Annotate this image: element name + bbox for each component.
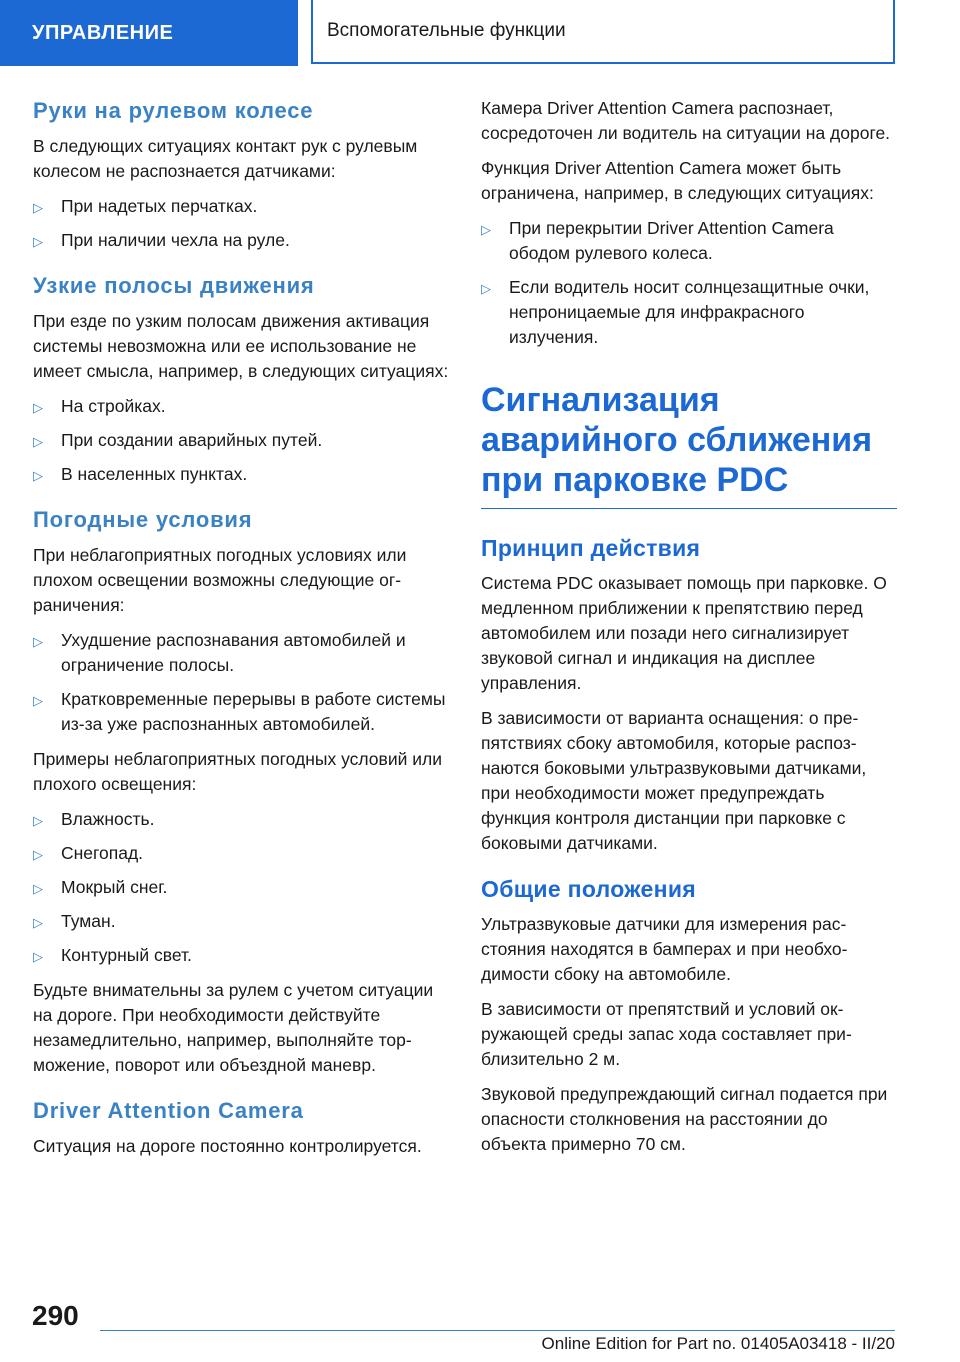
section-title: Погодные условия — [33, 507, 253, 532]
paragraph: Камера Driver Attention Camera распознает, сосредоточен ли водитель на ситуации на дороге. — [481, 98, 891, 143]
section-title: Общие положения — [481, 876, 696, 902]
paragraph: Примеры неблагоприятных погодных условий или плохого освещения: — [33, 749, 443, 794]
list-item: ▷ На стройках. — [33, 394, 449, 419]
triangle-bullet-icon: ▷ — [33, 468, 43, 483]
subchapter-header — [311, 0, 895, 64]
bullet-list — [33, 628, 449, 737]
list-item: ▷ Влажность. — [33, 807, 449, 832]
page-number: 290 — [32, 1300, 79, 1331]
section-title: Driver Attention Camera — [33, 1098, 304, 1123]
triangle-bullet-icon: ▷ — [33, 200, 43, 215]
list-item: ▷ Контурный свет. — [33, 943, 449, 968]
section-driver-camera — [33, 1096, 449, 1159]
triangle-bullet-icon: ▷ — [33, 434, 43, 449]
paragraph: В следующих ситуациях контакт рук с рулевым колесом не распознается датчиками: — [33, 136, 418, 181]
triangle-bullet-icon: ▷ — [33, 847, 43, 862]
paragraph: Система PDC оказывает помощь при парковке. О медленном приближении к препятствию перед автомобилем или позади него сигнализирует звуковой сигнал и индикация на дисплее управления. — [481, 573, 887, 693]
paragraph: В зависимости от варианта оснащения: о препятствиях сбоку автомобиля, которые распознаются боковыми ультразвуковыми датчиками, при необходимости может предупреждать функция контроля дистанции при парковке с боковыми датчиками. — [481, 708, 867, 853]
list-item: ▷ Если водитель носит солнцезащитные очки, непроницаемые для инфракрасного излучения. — [481, 277, 870, 347]
list-item: ▷ Туман. — [33, 909, 449, 934]
triangle-bullet-icon: ▷ — [481, 281, 491, 296]
triangle-bullet-icon: ▷ — [481, 222, 491, 237]
chapter-tab — [0, 0, 298, 66]
paragraph: Будьте внимательны за рулем с учетом ситуации на дороге. При необходимости действуйте незамедлительно, например, выполняйте торможение, поворот или объездной маневр. — [33, 980, 434, 1075]
list-item: ▷ При надетых перчатках. — [33, 194, 449, 219]
bullet-list — [33, 194, 449, 253]
triangle-bullet-icon: ▷ — [33, 881, 43, 896]
list-item: ▷ При перекрытии Driver Attention Camera ободом рулевого колеса. — [481, 218, 834, 263]
triangle-bullet-icon: ▷ — [33, 634, 43, 649]
paragraph: Ситуация на дороге постоянно контролируется. — [33, 1136, 422, 1156]
paragraph: Функция Driver Attention Camera может быть ограничена, например, в следующих ситуациях: — [481, 158, 874, 203]
section-principle — [481, 533, 897, 856]
triangle-bullet-icon: ▷ — [33, 693, 43, 708]
section-hands — [33, 96, 449, 253]
bullet-list — [481, 216, 897, 350]
paragraph: Ультразвуковые датчики для измерения расстояния находятся в бамперах и при необходимости сбоку на автомобиле. — [481, 914, 848, 984]
section-general — [481, 874, 897, 1157]
triangle-bullet-icon: ▷ — [33, 949, 43, 964]
triangle-bullet-icon: ▷ — [33, 234, 43, 249]
list-item: ▷ Ухудшение распознавания автомобилей и ограничение полосы. — [33, 630, 406, 675]
list-item: ▷ Мокрый снег. — [33, 875, 449, 900]
chapter-heading-pdc: Сигнализация аварийного сближения при парковке PDC — [481, 380, 897, 509]
triangle-bullet-icon: ▷ — [33, 813, 43, 828]
right-column — [481, 96, 897, 1167]
paragraph: В зависимости от препятствий и условий окружающей среды запас хода составляет приблизительно 2 м. — [481, 999, 852, 1069]
paragraph: При езде по узким полосам движения активация системы невозможна или ее использование не имеет смысла, например, в следующих ситуациях: — [33, 311, 449, 381]
triangle-bullet-icon: ▷ — [33, 400, 43, 415]
paragraph: При неблагоприятных погодных условиях или плохом освещении возможны следующие ограничения: — [33, 545, 407, 615]
list-item: ▷ В населенных пунктах. — [33, 462, 449, 487]
list-item: ▷ Снегопад. — [33, 841, 449, 866]
paragraph: Звуковой предупреждающий сигнал подается при опасности столкновения на расстоянии до объекта примерно 70 см. — [481, 1084, 888, 1154]
bullet-list — [33, 394, 449, 487]
section-title: Узкие полосы движения — [33, 273, 315, 298]
edition-footer: Online Edition for Part no. 01405A03418 - II/20 — [541, 1334, 895, 1353]
section-title: Принцип действия — [481, 535, 701, 561]
triangle-bullet-icon: ▷ — [33, 915, 43, 930]
list-item: ▷ При наличии чехла на руле. — [33, 228, 449, 253]
section-title: Руки на рулевом колесе — [33, 98, 314, 123]
list-item: ▷ При создании аварийных путей. — [33, 428, 449, 453]
section-narrow-lanes — [33, 271, 449, 487]
bullet-list — [33, 807, 449, 968]
chapter-title: УПРАВЛЕНИЕ — [32, 21, 174, 44]
section-weather — [33, 505, 449, 1078]
section-driver-camera-continued — [481, 96, 897, 350]
subchapter-title: Вспомогательные функции — [327, 20, 566, 41]
list-item: ▷ Кратковременные перерывы в работе системы из-за уже распознанных автомобилей. — [33, 689, 446, 734]
left-column — [33, 96, 449, 1169]
